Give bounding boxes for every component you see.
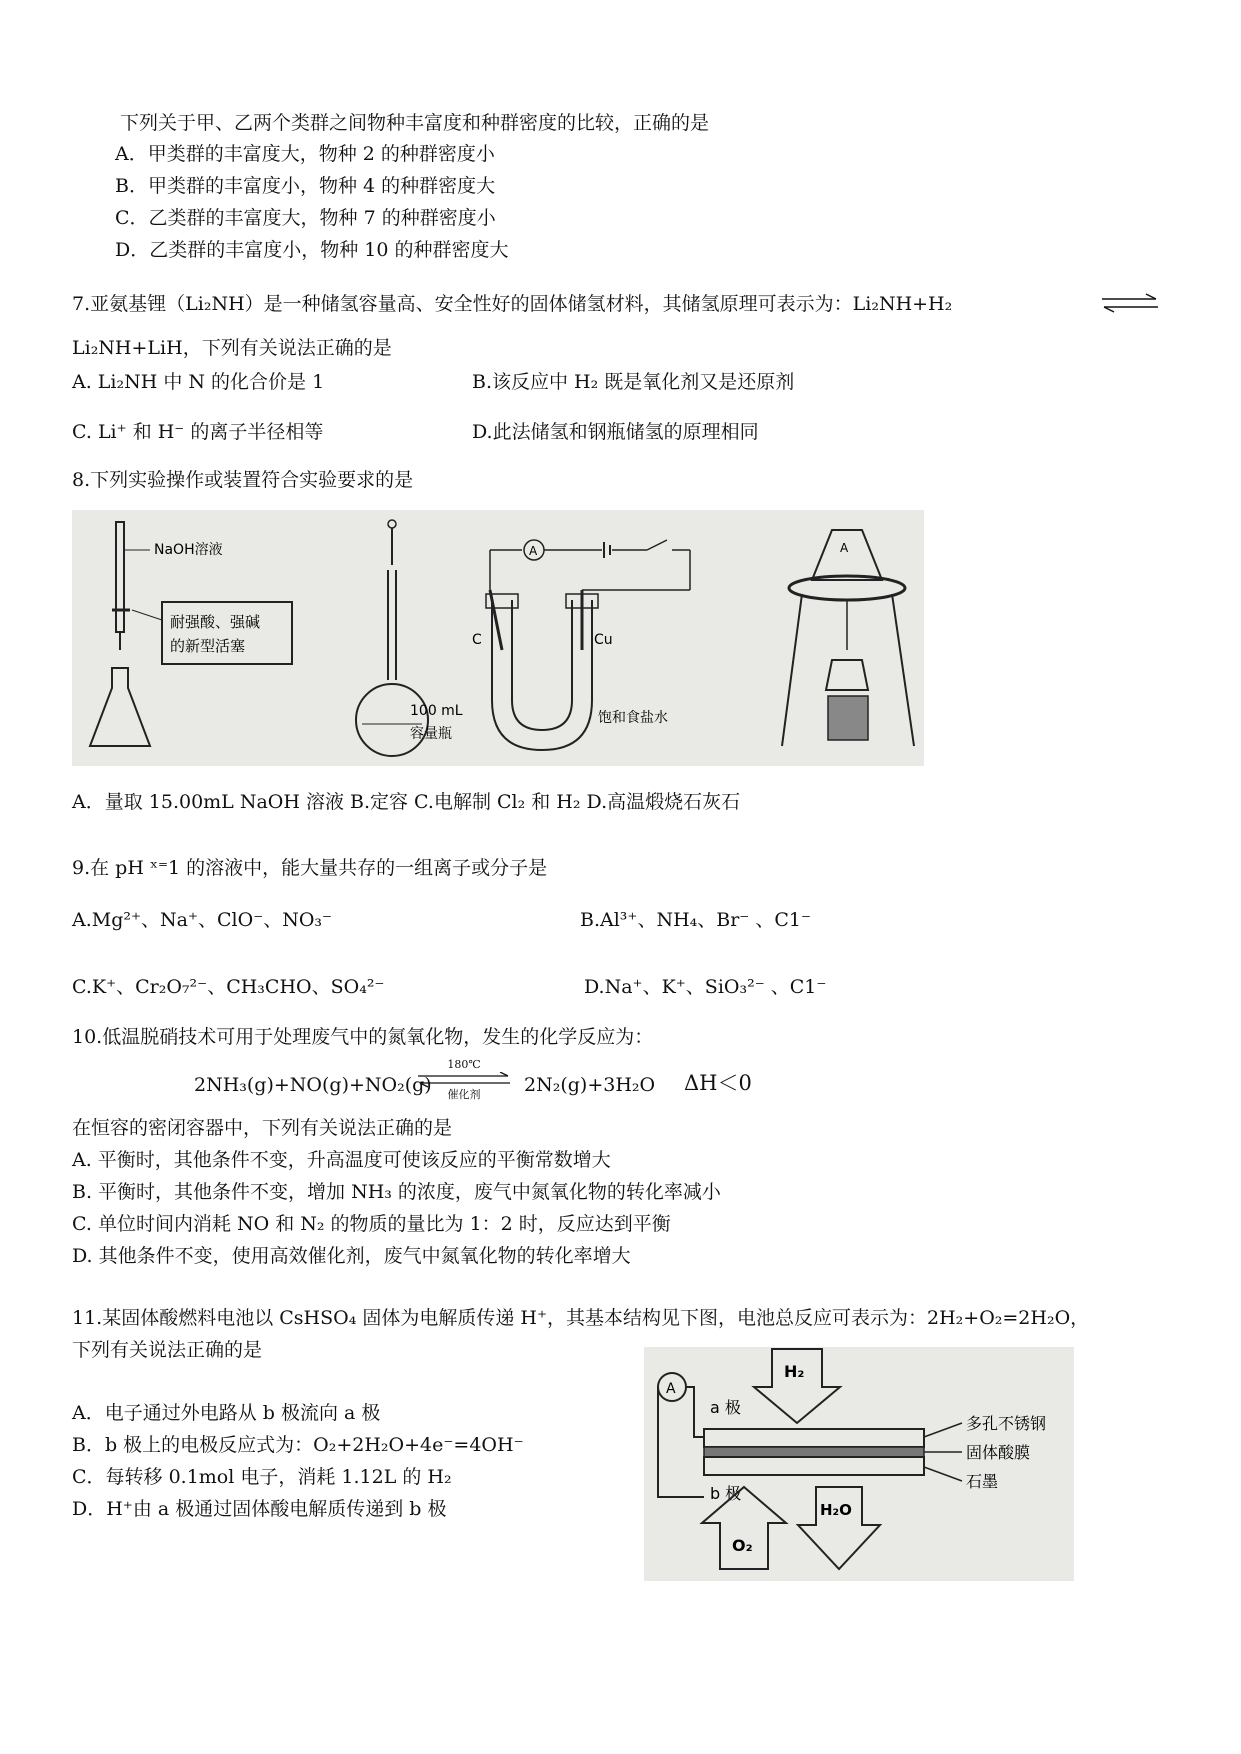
- steel-label: 多孔不锈钢: [966, 1414, 1047, 1433]
- q11-stem-cont: 下列有关说法正确的是: [72, 1339, 263, 1361]
- fuel-cell-figure: [644, 1347, 1074, 1581]
- h2-label: H₂: [784, 1362, 805, 1381]
- ammeter-label: A: [529, 544, 538, 558]
- h2o-outlet-arrow-icon: [798, 1487, 880, 1569]
- fuel-cell-drawing: [644, 1347, 1074, 1581]
- o2-label: O₂: [732, 1536, 753, 1555]
- q10-option-a: A. 平衡时，其他条件不变，升高温度可使该反应的平衡常数增大: [72, 1149, 611, 1171]
- condition-catalyst: 催化剂: [447, 1088, 481, 1101]
- porous-steel-plate: [704, 1429, 924, 1447]
- crucible-label: A: [840, 541, 849, 555]
- q11-stem: 11.某固体酸燃料电池以 CsHSO₄ 固体为电解质传递 H⁺，其基本结构见下图，电池总反应可表示为：2H₂+O₂=2H₂O，: [72, 1307, 1090, 1329]
- brine-label: 饱和食盐水: [598, 710, 668, 726]
- q7-option-a: A. Li₂NH 中 N 的化合价是 1: [72, 371, 325, 393]
- q10-option-d: D. 其他条件不变，使用高效催化剂，废气中氮氧化物的转化率增大: [72, 1245, 631, 1267]
- q9-option-d: D.Na⁺、K⁺、SiO₃²⁻ 、C1⁻: [584, 976, 827, 998]
- ammeter-label: A: [666, 1381, 676, 1397]
- valve-label-1: 耐强酸、强碱: [170, 613, 261, 631]
- q7-stem-cont: Li₂NH+LiH，下列有关说法正确的是: [72, 337, 392, 359]
- valve-label-2: 的新型活塞: [170, 637, 246, 655]
- lab-apparatus-drawing: [72, 510, 924, 766]
- graphite-label: 石墨: [966, 1472, 999, 1491]
- h2o-label: H₂O: [820, 1501, 852, 1519]
- burette-icon: [116, 522, 124, 632]
- q10-stem: 10.低温脱硝技术可用于处理废气中的氮氧化物，发生的化学反应为：: [72, 1026, 654, 1048]
- q6-stem: 下列关于甲、乙两个类群之间物种丰富度和种群密度的比较，正确的是: [120, 112, 710, 134]
- h2-inlet-arrow-icon: [754, 1349, 840, 1423]
- membrane-label: 固体酸膜: [966, 1443, 1031, 1462]
- q10-option-b: B. 平衡时，其他条件不变，增加 NH₃ 的浓度，废气中氮氧化物的转化率减小: [72, 1181, 721, 1203]
- q9-option-b: B.Al³⁺、NH₄、Br⁻ 、C1⁻: [580, 909, 812, 931]
- reaction-arrow: [416, 1058, 512, 1102]
- crucible-icon: [812, 530, 882, 580]
- q11-option-b: B．b 极上的电极反应式为：O₂+2H₂O+4e⁻=4OH⁻: [72, 1434, 524, 1456]
- q7-option-b: B.该反应中 H₂ 既是氧化剂又是还原剂: [472, 371, 795, 393]
- conical-flask-icon: [90, 668, 150, 746]
- q6-option-c: C．乙类群的丰富度大，物种 7 的种群密度小: [115, 207, 496, 229]
- reversible-arrow-icon: [416, 1072, 512, 1088]
- q11-option-a: A．电子通过外电路从 b 极流向 a 极: [72, 1402, 381, 1424]
- q11-option-d: D．H⁺由 a 极通过固体酸电解质传递到 b 极: [72, 1498, 447, 1520]
- q10-equation-left: 2NH₃(g)+NO(g)+NO₂(g): [194, 1074, 432, 1096]
- q10-equation-right: 2N₂(g)+3H₂O: [524, 1074, 656, 1096]
- graphite-plate: [704, 1457, 924, 1475]
- q7-option-c: C. Li⁺ 和 H⁻ 的离子半径相等: [72, 421, 324, 443]
- electrode-b-label: b 极: [710, 1484, 742, 1503]
- electrode-a-label: a 极: [710, 1398, 741, 1417]
- solid-acid-membrane: [704, 1447, 924, 1457]
- alcohol-lamp-icon: [826, 660, 868, 690]
- naoh-label: NaOH溶液: [154, 542, 223, 558]
- q10-delta-h: ΔH＜0: [684, 1071, 752, 1095]
- flask-name-label: 容量瓶: [410, 726, 452, 742]
- condition-temperature: 180℃: [447, 1058, 481, 1071]
- q11-option-c: C．每转移 0.1mol 电子，消耗 1.12L 的 H₂: [72, 1466, 452, 1488]
- q8-options: A．量取 15.00mL NaOH 溶液 B.定容 C.电解制 Cl₂ 和 H₂ D.高温煅烧石灰石: [72, 791, 741, 813]
- q10-option-c: C. 单位时间内消耗 NO 和 N₂ 的物质的量比为 1：2 时，反应达到平衡: [72, 1213, 671, 1235]
- lab-apparatus-figure: [72, 510, 924, 766]
- electrode-cu-label: Cu: [594, 632, 613, 648]
- q6-option-b: B．甲类群的丰富度小，物种 4 的种群密度大: [115, 175, 496, 197]
- q6-option-d: D．乙类群的丰富度小，物种 10 的种群密度大: [115, 239, 509, 261]
- electrode-c-label: C: [472, 632, 482, 648]
- q10-stem-cont: 在恒容的密闭容器中，下列有关说法正确的是: [72, 1117, 453, 1139]
- q9-option-c: C.K⁺、Cr₂O₇²⁻、CH₃CHO、SO₄²⁻: [72, 976, 385, 998]
- q8-stem: 8.下列实验操作或装置符合实验要求的是: [72, 469, 414, 491]
- u-tube-icon: [492, 600, 592, 750]
- flask-volume-label: 100 mL: [410, 703, 463, 719]
- switch-icon: [647, 540, 667, 550]
- q9-stem: 9.在 pH ˣ⁼1 的溶液中，能大量共存的一组离子或分子是: [72, 857, 548, 879]
- volumetric-flask-icon: [356, 684, 428, 756]
- q9-option-a: A.Mg²⁺、Na⁺、ClO⁻、NO₃⁻: [72, 909, 333, 931]
- q6-option-a: A．甲类群的丰富度大，物种 2 的种群密度小: [115, 143, 495, 165]
- q7-option-d: D.此法储氢和钢瓶储氢的原理相同: [472, 421, 759, 443]
- reversible-arrow-icon: [1100, 292, 1160, 314]
- q7-stem: 7.亚氨基锂（Li₂NH）是一种储氢容量高、安全性好的固体储氢材料，其储氢原理可表示为：Li₂NH+H₂: [72, 293, 953, 315]
